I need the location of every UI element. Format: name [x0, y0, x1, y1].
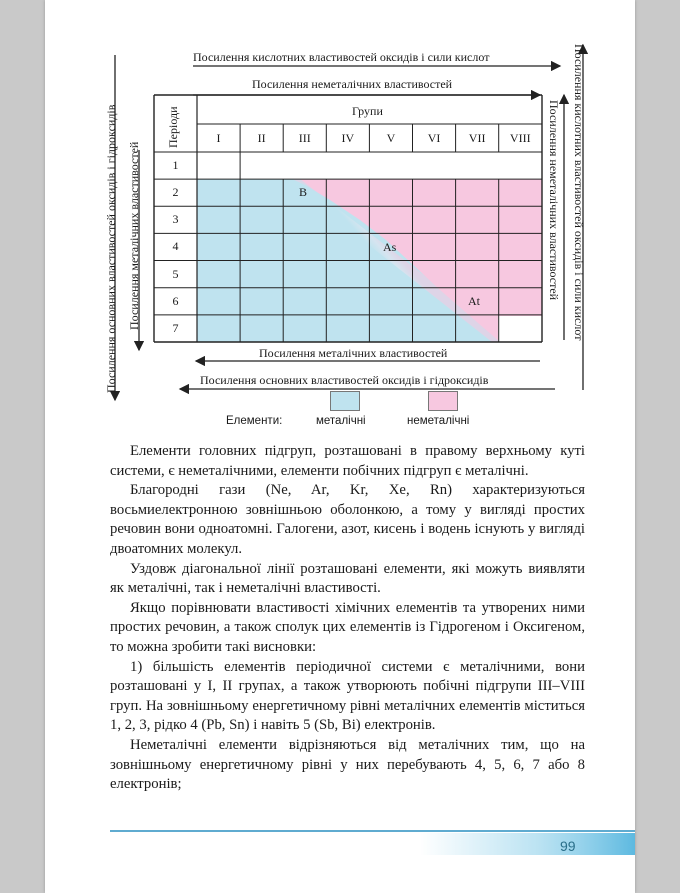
paragraph: Елементи головних підгруп, розташовані в правому верхньому куті системи, є неметалічними, елементи побічних підгруп є металічні.: [110, 443, 585, 479]
period-label-1: 1: [172, 158, 179, 172]
periods-header: Періоди: [166, 106, 180, 148]
arrow-label-left-inner: Посилення металічних властивостей: [127, 141, 141, 330]
arrow-label-top-inner: Посилення неметалічних властивостей: [252, 77, 453, 91]
element-boron: B: [299, 185, 308, 199]
element-astatine: At: [468, 294, 480, 308]
legend-nonmetal-label: неметалічні: [407, 415, 470, 427]
legend-metal-swatch: [330, 391, 360, 411]
arrow-label-bottom-outer: Посилення основних властивостей оксидів і гідроксидів: [200, 373, 489, 387]
period-label-6: 6: [172, 293, 179, 308]
arrow-label-right-inner: Посилення неметалічних властивостей: [547, 100, 561, 301]
element-arsenic: As: [383, 240, 397, 254]
group-label-II: II: [257, 131, 266, 145]
paragraph: Уздовж діагональної лінії розташовані елементи, які можуть виявляти як металічні, так і неметалічні властивості.: [110, 560, 585, 597]
page-number: 99: [560, 838, 576, 854]
footer-bar: [420, 833, 635, 855]
paragraph: Неметалічні елементи відрізняються від металічних тим, що на зовнішньому енергетичному рівні у них перебувають 4, 5, 6, 7 або 8 електронів;: [110, 736, 585, 793]
group-label-VI: VI: [427, 131, 441, 145]
group-label-V: V: [386, 131, 396, 145]
empty-cell: [498, 316, 542, 342]
legend-title: Елементи:: [226, 415, 283, 427]
arrow-label-top-outer: Посилення кислотних властивостей оксидів і сили кислот: [193, 50, 490, 64]
paragraph: Благородні гази (Ne, Ar, Kr, Xe, Rn) характеризуються восьмиелектронною зовнішньою оболонкою, а тому у вигляді простих речовин вони одноатомні. Галогени, азот, кисень і водень існують у вигляді двоатомних молекул.: [110, 482, 585, 557]
arrow-label-bottom-inner: Посилення металічних властивостей: [259, 346, 448, 360]
period-label-4: 4: [172, 239, 179, 254]
group-label-VII: VII: [468, 131, 486, 145]
period-label-2: 2: [172, 185, 179, 200]
group-label-I: I: [216, 131, 221, 145]
legend-nonmetal-swatch: [428, 391, 458, 411]
paragraph: Якщо порівнювати властивості хімічних елементів та утворених ними простих речовин, а також сполук цих елементів із Гідрогеном і Оксигеном, то можна зробити такі висновки:: [110, 599, 585, 655]
arrow-label-left-outer: Посилення основних властивостей оксидів і гідроксидів: [104, 104, 118, 393]
paragraph: 1) більшість елементів періодичної системи є металічними, вони розташовані у I, II групах, а також утворюють побічні підгрупи III–VIII груп. На зовнішньому енергетичному рівні металічних елементів міститься 1, 2, 3, рідко 4 (Pb, Sn) і навіть 5 (Sb, Bi) електронів.: [110, 658, 585, 734]
group-label-III: III: [298, 131, 311, 145]
period-label-7: 7: [172, 320, 179, 335]
groups-header: Групи: [352, 104, 383, 118]
legend-metal-label: металічні: [316, 415, 366, 427]
body-text: [110, 442, 585, 795]
arrow-label-right-outer: Посилення кислотних властивостей оксидів і сили кислот: [572, 44, 586, 341]
group-label-VIII: VIII: [509, 131, 531, 145]
period-label-3: 3: [172, 212, 179, 227]
group-label-IV: IV: [341, 131, 355, 145]
period-label-5: 5: [172, 266, 179, 281]
